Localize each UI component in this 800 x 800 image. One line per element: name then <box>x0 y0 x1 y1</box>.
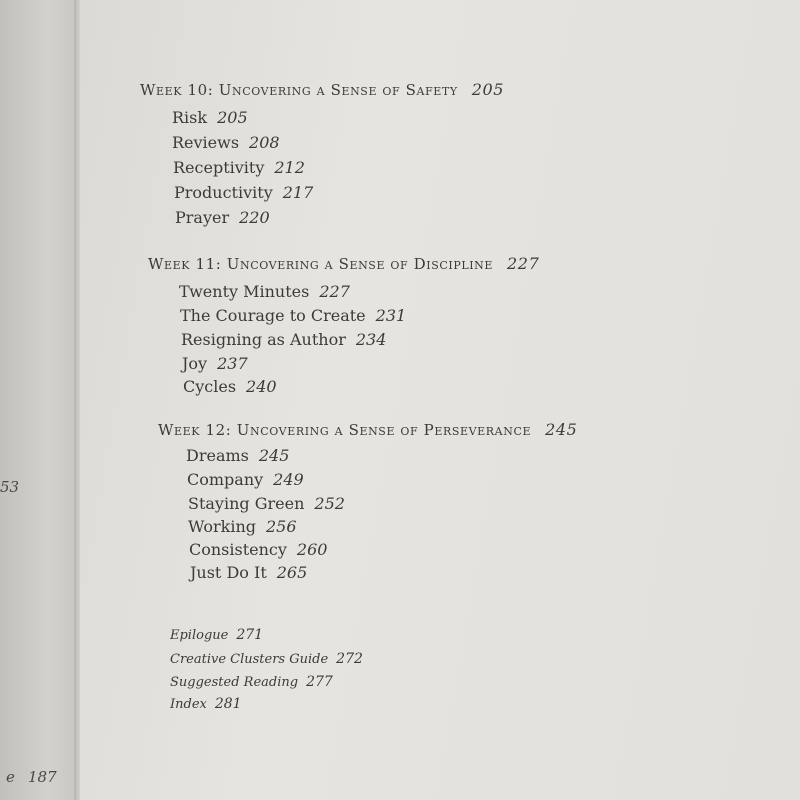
back-matter-entry: Creative Clusters Guide 272 <box>170 651 363 667</box>
toc-entry: Resigning as Author 234 <box>181 330 387 349</box>
toc-entry: Reviews 208 <box>172 133 280 152</box>
toc-entry: Prayer 220 <box>175 208 270 227</box>
toc-entry: Twenty Minutes 227 <box>179 282 350 301</box>
toc-entry: Staying Green 252 <box>188 494 345 513</box>
left-page-fragment: 187 <box>28 768 57 786</box>
toc-entry: Just Do It 265 <box>190 563 308 582</box>
week-heading: Week 11: Uncovering a Sense of Discipline 227 <box>148 254 540 273</box>
back-matter-entry: Epilogue 271 <box>170 627 264 643</box>
week-heading: Week 10: Uncovering a Sense of Safety 205 <box>140 80 505 99</box>
toc-entry: Receptivity 212 <box>173 158 305 177</box>
toc-entry: Productivity 217 <box>174 183 314 202</box>
toc-entry: Joy 237 <box>182 354 248 373</box>
toc-entry: Consistency 260 <box>189 540 328 559</box>
toc-entry: Risk 205 <box>172 108 248 127</box>
toc-entry: Company 249 <box>187 470 304 489</box>
toc-entry: Working 256 <box>188 517 297 536</box>
toc-entry: Cycles 240 <box>183 377 277 396</box>
toc-entry: The Courage to Create 231 <box>180 306 407 325</box>
back-matter-entry: Suggested Reading 277 <box>170 674 333 690</box>
back-matter-entry: Index 281 <box>170 696 242 712</box>
week-heading: Week 12: Uncovering a Sense of Perseverance 245 <box>158 420 578 439</box>
table-of-contents-page <box>80 0 800 800</box>
left-page-fragment: 53 <box>0 478 20 496</box>
toc-entry: Dreams 245 <box>186 446 290 465</box>
left-page-edge <box>0 0 80 800</box>
left-page-fragment: e <box>6 768 15 786</box>
